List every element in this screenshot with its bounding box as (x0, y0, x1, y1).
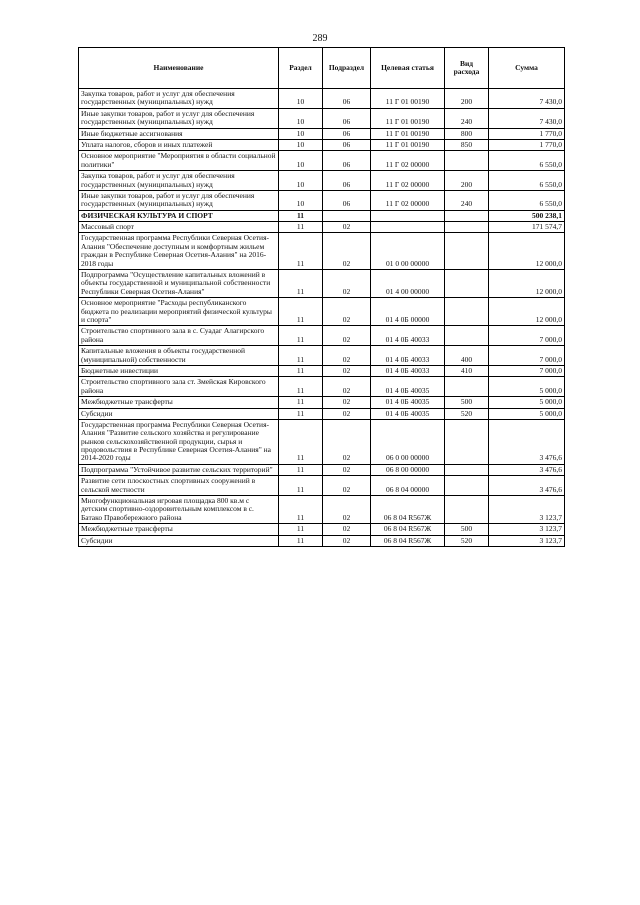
row-summa-cell: 12 000,0 (489, 270, 565, 298)
row-name-cell: Иные бюджетные ассигнования (79, 128, 279, 139)
row-vid-cell (445, 496, 489, 524)
table-row (79, 346, 565, 366)
row-razdel-cell: 11 (279, 524, 323, 535)
row-razdel-cell: 10 (279, 139, 323, 150)
row-razdel-cell: 10 (279, 108, 323, 128)
table-row (79, 151, 565, 171)
row-vid-cell: 500 (445, 524, 489, 535)
row-vid-cell (445, 326, 489, 346)
row-name-cell: Развитие сети плоскостных спортивных сооружений в сельской местности (79, 476, 279, 496)
row-razdel-cell: 11 (279, 233, 323, 270)
row-summa-cell: 7 000,0 (489, 346, 565, 366)
row-name-cell: Иные закупки товаров, работ и услуг для обеспечения государственных (муниципальных) нужд (79, 108, 279, 128)
row-celevaya-cell (371, 222, 445, 233)
header-name: Наименование (79, 48, 279, 89)
row-name-cell: Уплата налогов, сборов и иных платежей (79, 139, 279, 150)
table-row (79, 108, 565, 128)
row-summa-cell: 3 123,7 (489, 524, 565, 535)
row-podrazdel-cell: 02 (323, 524, 371, 535)
row-vid-cell (445, 419, 489, 464)
row-celevaya-cell: 06 8 00 00000 (371, 464, 445, 475)
row-vid-cell: 500 (445, 397, 489, 408)
row-vid-cell (445, 377, 489, 397)
row-razdel-cell: 11 (279, 419, 323, 464)
row-celevaya-cell: 11 Г 01 00190 (371, 128, 445, 139)
row-razdel-cell: 10 (279, 128, 323, 139)
row-podrazdel-cell (323, 210, 371, 221)
row-celevaya-cell: 01 4 0Б 40033 (371, 346, 445, 366)
row-razdel-cell: 11 (279, 346, 323, 366)
row-name-cell: ФИЗИЧЕСКАЯ КУЛЬТУРА И СПОРТ (79, 210, 279, 221)
table-row (79, 139, 565, 150)
row-celevaya-cell: 01 4 0Б 00000 (371, 298, 445, 326)
table-row (79, 89, 565, 109)
table-row (79, 397, 565, 408)
table-row (79, 524, 565, 535)
row-celevaya-cell: 01 4 0Б 40035 (371, 397, 445, 408)
row-razdel-cell: 10 (279, 190, 323, 210)
row-podrazdel-cell: 06 (323, 190, 371, 210)
row-summa-cell: 3 476,6 (489, 476, 565, 496)
row-celevaya-cell: 11 Г 01 00190 (371, 89, 445, 109)
row-razdel-cell: 10 (279, 89, 323, 109)
row-summa-cell: 171 574,7 (489, 222, 565, 233)
row-razdel-cell: 11 (279, 270, 323, 298)
row-razdel-cell: 11 (279, 210, 323, 221)
row-celevaya-cell: 01 4 0Б 40033 (371, 365, 445, 376)
row-celevaya-cell: 01 4 0Б 40035 (371, 408, 445, 419)
table-body (79, 89, 565, 547)
row-razdel-cell: 11 (279, 496, 323, 524)
row-razdel-cell: 11 (279, 476, 323, 496)
row-summa-cell: 12 000,0 (489, 233, 565, 270)
page-number: 289 (312, 33, 328, 44)
row-vid-cell (445, 210, 489, 221)
row-name-cell: Многофункциональная игровая площадка 800 кв.м с детским спортивно-оздоровительным комплексом в с. Батако Правобережного района (79, 496, 279, 524)
row-name-cell: Массовый спорт (79, 222, 279, 233)
row-summa-cell: 7 000,0 (489, 365, 565, 376)
budget-table (78, 47, 565, 547)
row-podrazdel-cell: 02 (323, 233, 371, 270)
row-vid-cell (445, 476, 489, 496)
row-vid-cell: 200 (445, 171, 489, 191)
row-podrazdel-cell: 02 (323, 419, 371, 464)
table-row (79, 233, 565, 270)
row-summa-cell: 7 000,0 (489, 326, 565, 346)
row-summa-cell: 12 000,0 (489, 298, 565, 326)
row-vid-cell: 410 (445, 365, 489, 376)
table-row (79, 128, 565, 139)
table-row (79, 365, 565, 376)
row-name-cell: Иные закупки товаров, работ и услуг для обеспечения государственных (муниципальных) нужд (79, 190, 279, 210)
row-podrazdel-cell: 02 (323, 298, 371, 326)
table-row (79, 476, 565, 496)
table-row (79, 222, 565, 233)
row-celevaya-cell: 11 Г 02 00000 (371, 151, 445, 171)
table-header-row (79, 48, 565, 89)
row-name-cell: Основное мероприятие "Расходы республиканского бюджета по реализации мероприятий физической культуры и спорта" (79, 298, 279, 326)
row-name-cell: Субсидии (79, 408, 279, 419)
row-name-cell: Государственная программа Республики Северная Осетия-Алания "Обеспечение доступным и комфортным жильем граждан в Республике Северная Осетия-Алания" на 2016-2018 годы (79, 233, 279, 270)
row-razdel-cell: 11 (279, 377, 323, 397)
row-name-cell: Бюджетные инвестиции (79, 365, 279, 376)
row-podrazdel-cell: 06 (323, 89, 371, 109)
row-name-cell: Строительство спортивного зала в с. Суадаг Алагирского района (79, 326, 279, 346)
row-razdel-cell: 11 (279, 365, 323, 376)
row-vid-cell: 400 (445, 346, 489, 366)
row-podrazdel-cell: 02 (323, 408, 371, 419)
table-row (79, 270, 565, 298)
row-podrazdel-cell: 02 (323, 346, 371, 366)
row-vid-cell: 240 (445, 190, 489, 210)
table-row (79, 210, 565, 221)
table-row (79, 298, 565, 326)
row-vid-cell (445, 298, 489, 326)
row-name-cell: Подпрограмма "Осуществление капитальных вложений в объекты государственной и муниципальной собственности Республики Северная Осетия-Алания" (79, 270, 279, 298)
row-vid-cell (445, 222, 489, 233)
row-name-cell: Основное мероприятие "Мероприятия в области социальной политики" (79, 151, 279, 171)
row-celevaya-cell: 06 8 04 R567Ж (371, 496, 445, 524)
row-vid-cell: 520 (445, 408, 489, 419)
table-row (79, 171, 565, 191)
row-vid-cell: 850 (445, 139, 489, 150)
row-name-cell: Закупка товаров, работ и услуг для обеспечения государственных (муниципальных) нужд (79, 171, 279, 191)
row-razdel-cell: 11 (279, 397, 323, 408)
row-name-cell: Субсидии (79, 535, 279, 546)
row-summa-cell: 5 000,0 (489, 397, 565, 408)
row-celevaya-cell (371, 210, 445, 221)
row-razdel-cell: 10 (279, 171, 323, 191)
header-podrazdel: Подраздел (323, 48, 371, 89)
row-celevaya-cell: 06 8 04 00000 (371, 476, 445, 496)
row-podrazdel-cell: 02 (323, 535, 371, 546)
row-podrazdel-cell: 06 (323, 108, 371, 128)
row-name-cell: Капитальные вложения в объекты государственной (муниципальной) собственности (79, 346, 279, 366)
row-vid-cell: 240 (445, 108, 489, 128)
row-razdel-cell: 11 (279, 408, 323, 419)
row-podrazdel-cell: 02 (323, 476, 371, 496)
table-row (79, 326, 565, 346)
row-name-cell: Государственная программа Республики Северная Осетия-Алания "Развитие сельского хозяйства и регулирование рынков сельскохозяйственной продукции, сырья и продовольствия в Республике Северная Осетия-Алания" на 2014-2020 годы (79, 419, 279, 464)
row-summa-cell: 1 770,0 (489, 128, 565, 139)
header-vid: Вид расхода (445, 48, 489, 89)
row-celevaya-cell: 11 Г 02 00000 (371, 171, 445, 191)
table-row (79, 464, 565, 475)
row-summa-cell: 6 550,0 (489, 171, 565, 191)
row-celevaya-cell: 01 4 0Б 40033 (371, 326, 445, 346)
row-summa-cell: 6 550,0 (489, 151, 565, 171)
row-podrazdel-cell: 06 (323, 171, 371, 191)
row-summa-cell: 3 123,7 (489, 535, 565, 546)
row-vid-cell (445, 270, 489, 298)
row-podrazdel-cell: 02 (323, 365, 371, 376)
row-podrazdel-cell: 02 (323, 326, 371, 346)
row-summa-cell: 6 550,0 (489, 190, 565, 210)
row-celevaya-cell: 06 8 04 R567Ж (371, 535, 445, 546)
row-razdel-cell: 11 (279, 298, 323, 326)
row-celevaya-cell: 11 Г 02 00000 (371, 190, 445, 210)
header-summa: Сумма (489, 48, 565, 89)
row-razdel-cell: 11 (279, 326, 323, 346)
row-podrazdel-cell: 02 (323, 496, 371, 524)
row-vid-cell: 200 (445, 89, 489, 109)
table-row (79, 408, 565, 419)
row-podrazdel-cell: 02 (323, 397, 371, 408)
row-name-cell: Подпрограмма "Устойчивое развитие сельских территорий" (79, 464, 279, 475)
row-podrazdel-cell: 06 (323, 128, 371, 139)
row-podrazdel-cell: 02 (323, 464, 371, 475)
row-summa-cell: 500 238,1 (489, 210, 565, 221)
row-name-cell: Межбюджетные трансферты (79, 397, 279, 408)
row-summa-cell: 3 476,6 (489, 464, 565, 475)
row-vid-cell: 800 (445, 128, 489, 139)
row-summa-cell: 1 770,0 (489, 139, 565, 150)
row-razdel-cell: 11 (279, 535, 323, 546)
row-celevaya-cell: 06 8 04 R567Ж (371, 524, 445, 535)
row-summa-cell: 3 123,7 (489, 496, 565, 524)
row-celevaya-cell: 11 Г 01 00190 (371, 108, 445, 128)
row-celevaya-cell: 01 4 00 00000 (371, 270, 445, 298)
row-celevaya-cell: 01 0 00 00000 (371, 233, 445, 270)
row-podrazdel-cell: 02 (323, 222, 371, 233)
table-row (79, 190, 565, 210)
row-razdel-cell: 11 (279, 464, 323, 475)
row-podrazdel-cell: 02 (323, 377, 371, 397)
row-summa-cell: 5 000,0 (489, 408, 565, 419)
row-name-cell: Межбюджетные трансферты (79, 524, 279, 535)
row-summa-cell: 5 000,0 (489, 377, 565, 397)
row-vid-cell (445, 464, 489, 475)
row-podrazdel-cell: 06 (323, 151, 371, 171)
table-row (79, 535, 565, 546)
row-summa-cell: 3 476,6 (489, 419, 565, 464)
header-celevaya: Целевая статья (371, 48, 445, 89)
row-celevaya-cell: 01 4 0Б 40035 (371, 377, 445, 397)
header-razdel: Раздел (279, 48, 323, 89)
row-name-cell: Закупка товаров, работ и услуг для обеспечения государственных (муниципальных) нужд (79, 89, 279, 109)
row-celevaya-cell: 11 Г 01 00190 (371, 139, 445, 150)
row-name-cell: Строительство спортивного зала ст. Змейская Кировского района (79, 377, 279, 397)
row-razdel-cell: 11 (279, 222, 323, 233)
row-vid-cell (445, 233, 489, 270)
row-celevaya-cell: 06 0 00 00000 (371, 419, 445, 464)
row-podrazdel-cell: 06 (323, 139, 371, 150)
table-row (79, 419, 565, 464)
row-vid-cell (445, 151, 489, 171)
row-razdel-cell: 10 (279, 151, 323, 171)
table-row (79, 496, 565, 524)
row-podrazdel-cell: 02 (323, 270, 371, 298)
table-row (79, 377, 565, 397)
row-summa-cell: 7 430,0 (489, 108, 565, 128)
row-vid-cell: 520 (445, 535, 489, 546)
row-summa-cell: 7 430,0 (489, 89, 565, 109)
